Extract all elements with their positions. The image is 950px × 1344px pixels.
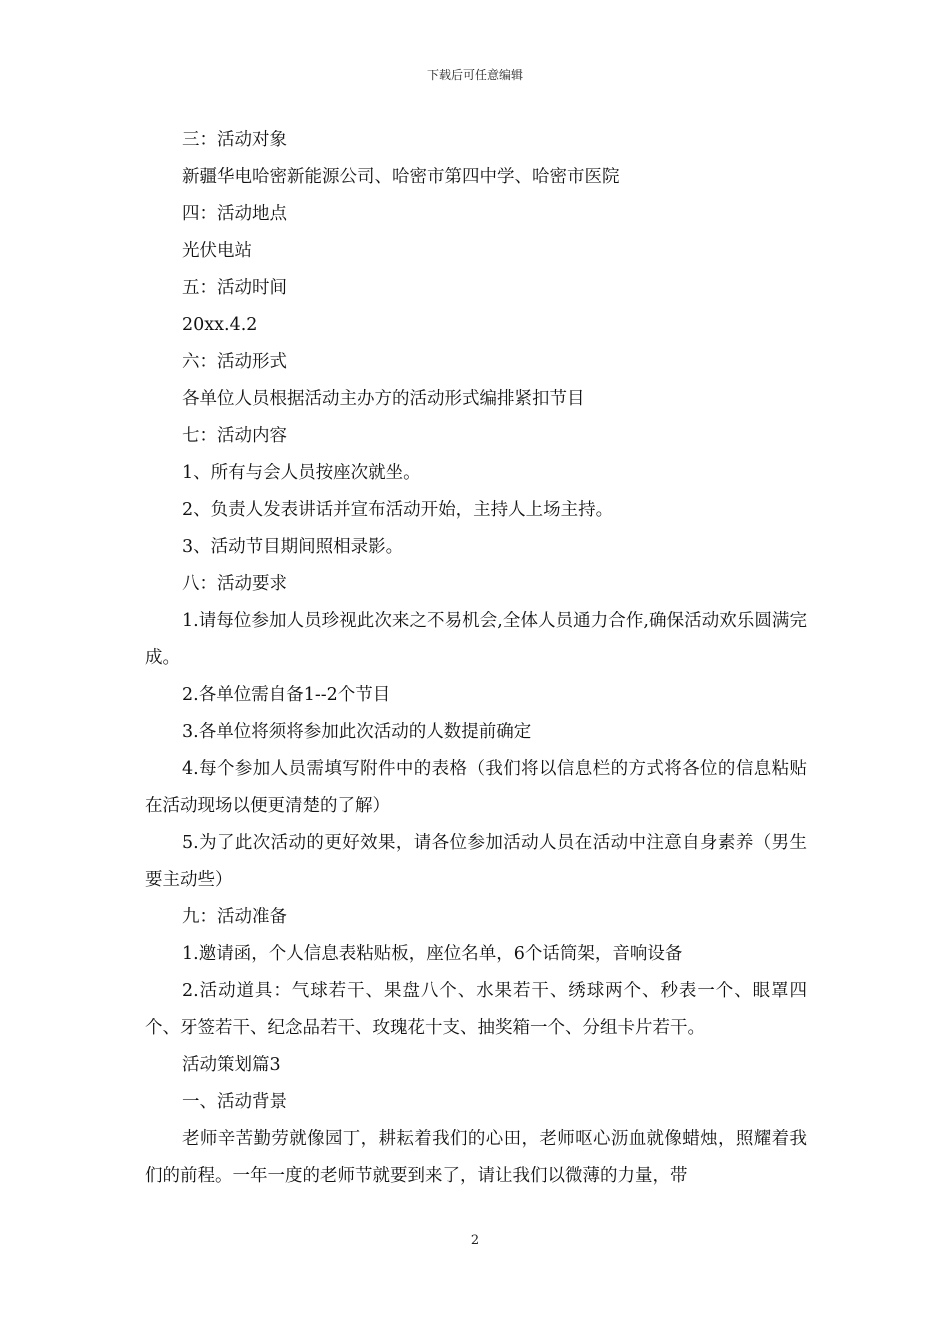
section-heading-background: 一、活动背景: [182, 1092, 287, 1112]
list-item: 1.请每位参加人员珍视此次来之不易机会,全体人员通力合作,确保活动欢乐圆满完成。: [145, 611, 807, 668]
section-heading-location: 四：活动地点: [182, 204, 287, 224]
list-item: 3.各单位将须将参加此次活动的人数提前确定: [182, 722, 532, 742]
section-heading-preparation: 九：活动准备: [182, 907, 287, 927]
section-heading-requirements: 八：活动要求: [182, 574, 287, 594]
paragraph-format: 各单位人员根据活动主办方的活动形式编排紧扣节目: [182, 389, 585, 409]
page-number: 2: [470, 1233, 480, 1248]
paragraph-time: 20xx.4.2: [182, 315, 258, 335]
list-item: 5.为了此次活动的更好效果，请各位参加活动人员在活动中注意自身素养（男生要主动些）: [145, 833, 807, 890]
list-item: 2.活动道具：气球若干、果盘八个、水果若干、绣球两个、秒表一个、眼罩四个、牙签若干、纪念品若干、玫瑰花十支、抽奖箱一个、分组卡片若干。: [145, 981, 807, 1038]
paragraph-target-list: 新疆华电哈密新能源公司、哈密市第四中学、哈密市医院: [182, 167, 620, 187]
paragraph-background: 老师辛苦勤劳就像园丁，耕耘着我们的心田，老师呕心沥血就像蜡烛，照耀着我们的前程。一年一度的老师节就要到来了，请让我们以微薄的力量，带: [145, 1129, 807, 1186]
document-body: [145, 122, 807, 1195]
paragraph-location: 光伏电站: [182, 241, 252, 261]
chapter-title: 活动策划篇3: [182, 1055, 281, 1075]
page-header: 下载后可任意编辑: [426, 68, 523, 82]
list-item: 2、负责人发表讲话并宣布活动开始，主持人上场主持。: [182, 500, 614, 520]
list-item: 4.每个参加人员需填写附件中的表格（我们将以信息栏的方式将各位的信息粘贴在活动现场以便更清楚的了解）: [145, 759, 807, 816]
section-heading-target: 三：活动对象: [182, 130, 287, 150]
section-heading-time: 五：活动时间: [182, 278, 287, 298]
list-item: 2.各单位需自备1--2个节目: [182, 685, 391, 705]
section-heading-format: 六：活动形式: [182, 352, 287, 372]
list-item: 3、活动节目期间照相录影。: [182, 537, 404, 557]
section-heading-content: 七：活动内容: [182, 426, 287, 446]
list-item: 1、所有与会人员按座次就坐。: [182, 463, 421, 483]
list-item: 1.邀请函，个人信息表粘贴板，座位名单，6个话筒架，音响设备: [182, 944, 683, 964]
